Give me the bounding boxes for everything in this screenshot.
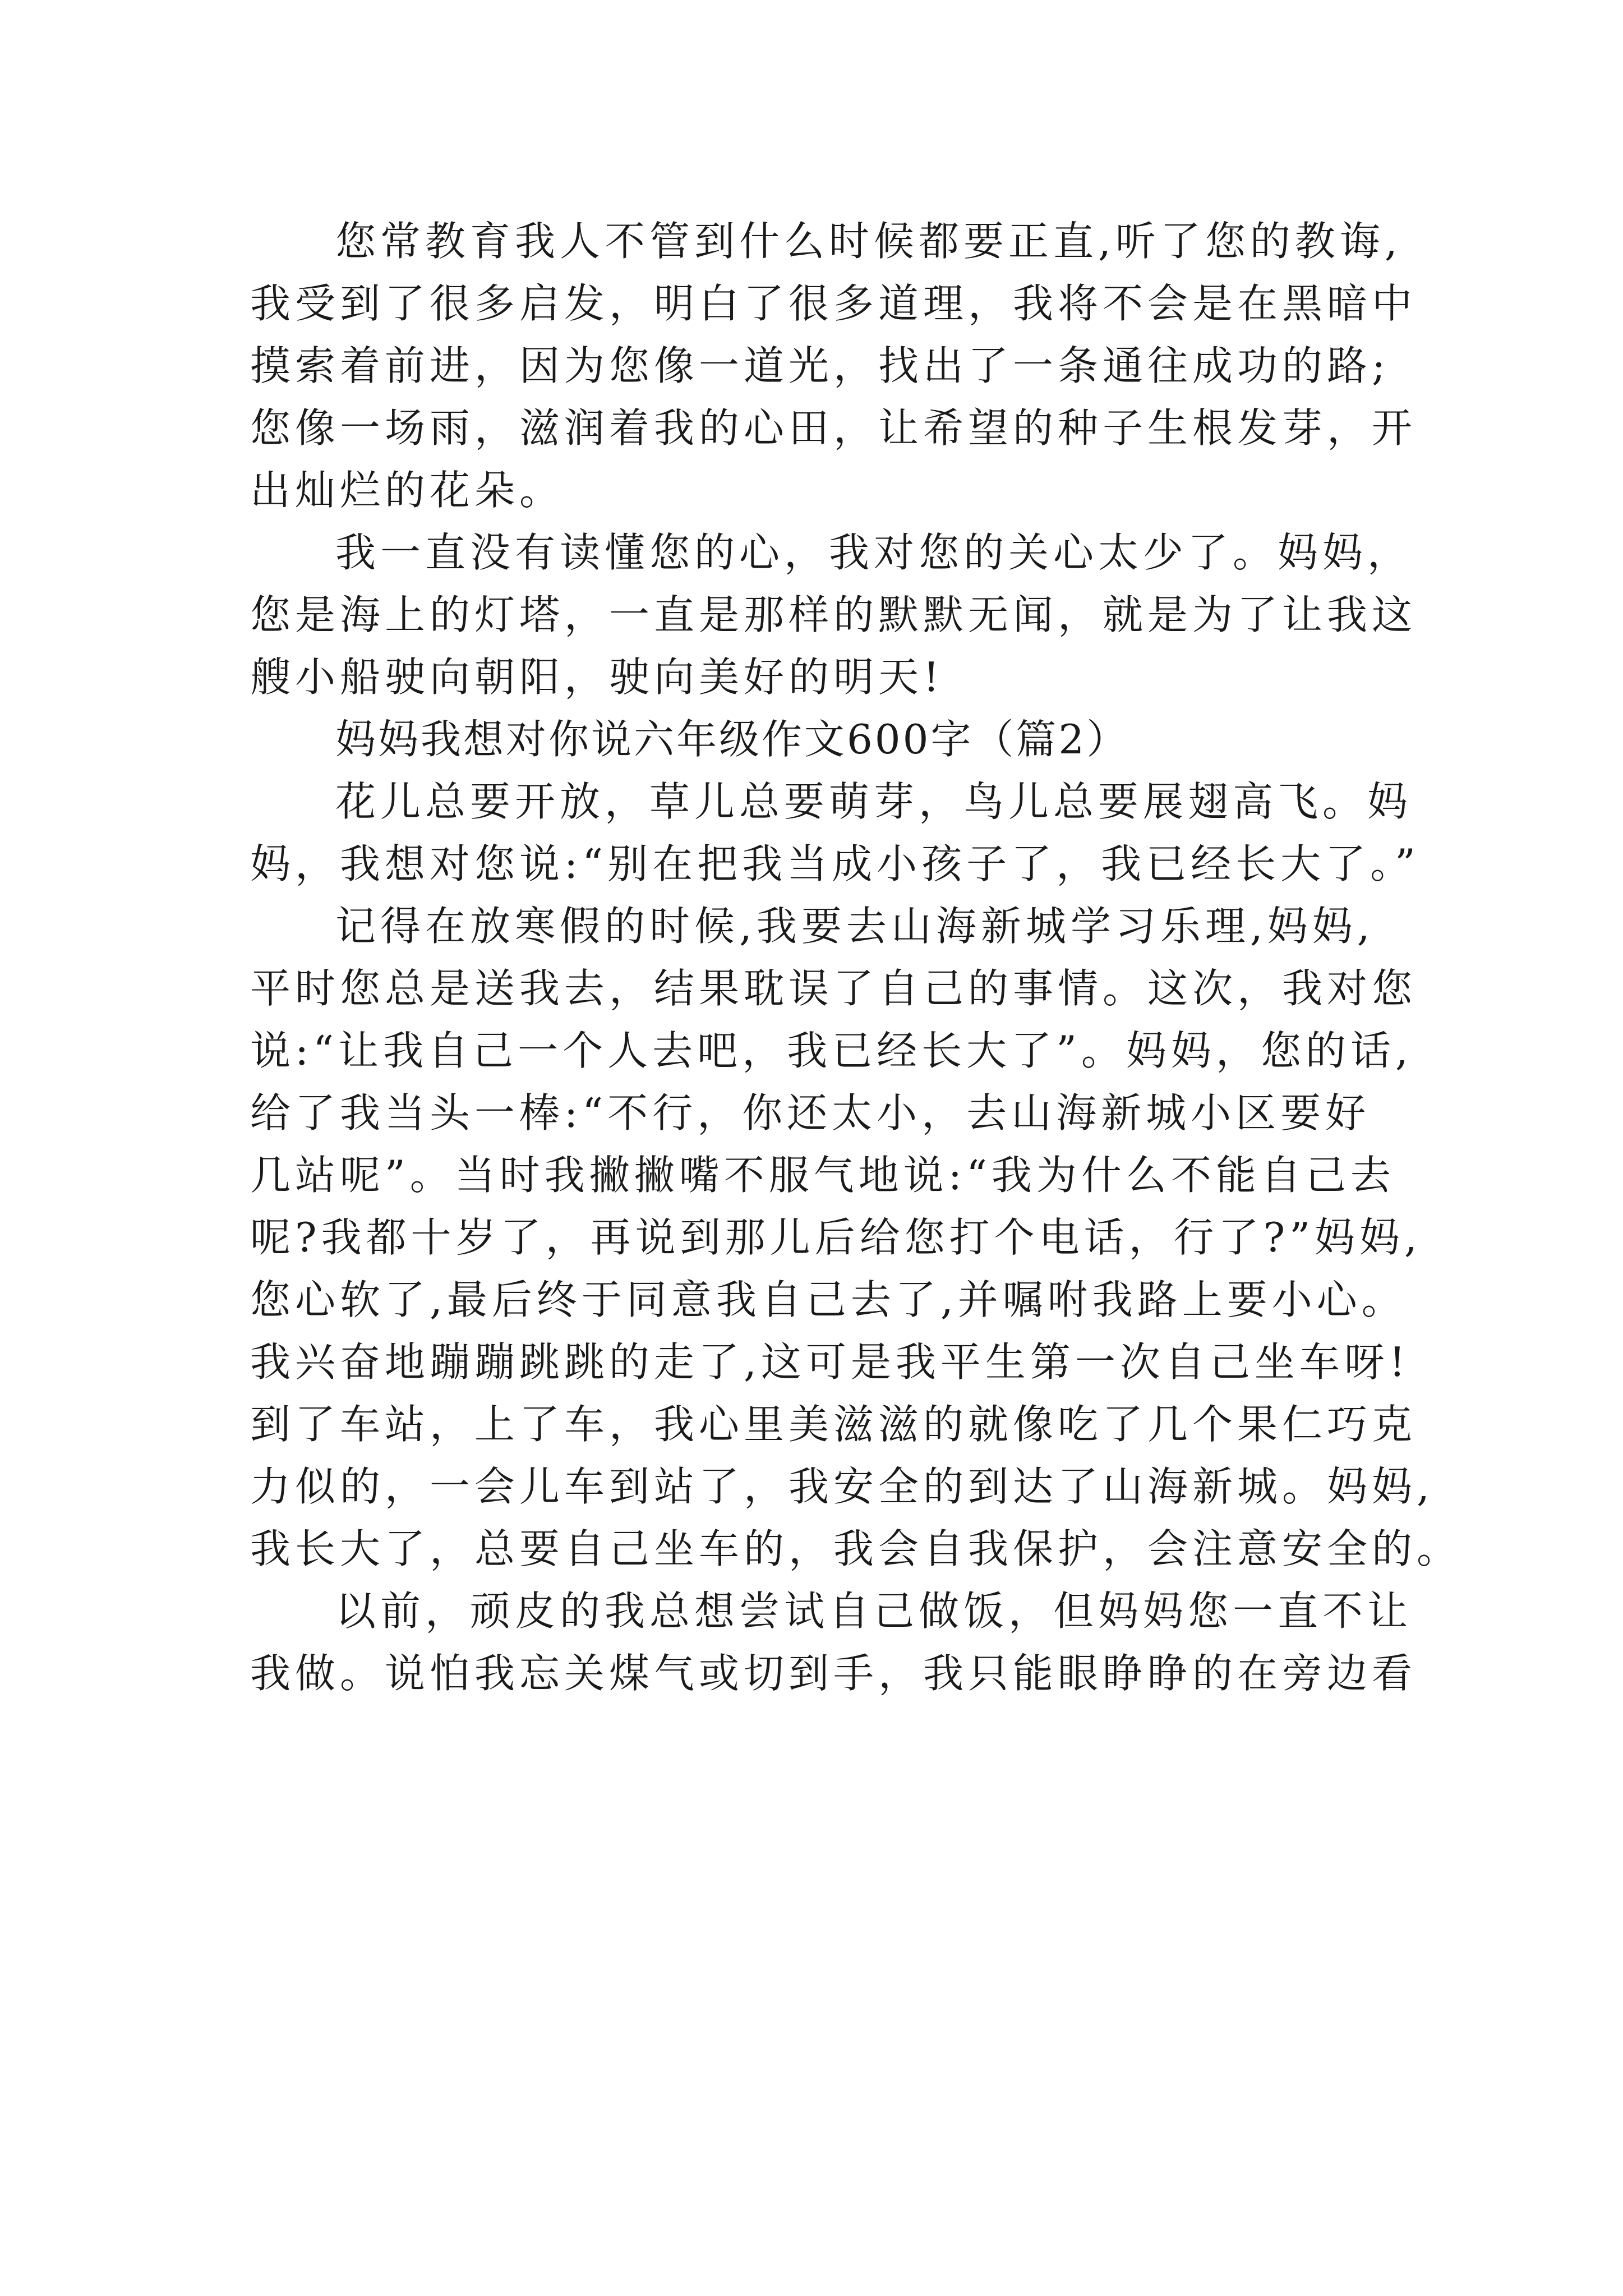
text-line: 您心软了,最后终于同意我自己去了,并嘱咐我路上要小心。 — [250, 1276, 1407, 1323]
text-line: 出灿烂的花朵。 — [250, 467, 565, 514]
text-column — [250, 210, 1462, 1705]
text-line: 我长大了，总要自己坐车的，我会自我保护，会注意安全的。 — [250, 1525, 1462, 1572]
paragraph-3 — [250, 771, 1420, 895]
paragraph-4 — [250, 895, 1462, 1580]
text-line: 我做。说怕我忘关煤气或切到手，我只能眼睁睁的在旁边看 — [250, 1650, 1417, 1697]
text-line: 几站呢”。当时我撇撇嘴不服气地说:“我为什么不能自己去 — [250, 1152, 1395, 1199]
text-line: 艘小船驶向朝阳，驶向美好的明天! — [250, 654, 944, 701]
text-line: 到了车站，上了车，我心里美滋滋的就像吃了几个果仁巧克 — [250, 1401, 1417, 1448]
text-line: 记得在放寒假的时候,我要去山海新城学习乐理,妈妈, — [335, 903, 1375, 950]
paragraph-1 — [250, 210, 1417, 522]
paragraph-5 — [250, 1580, 1417, 1705]
text-line: 平时您总是送我去，结果耽误了自己的事情。这次，我对您 — [250, 965, 1417, 1012]
text-line: 我兴奋地蹦蹦跳跳的走了,这可是我平生第一次自己坐车呀! — [250, 1338, 1410, 1386]
text-line: 您常教育我人不管到什么时候都要正直,听了您的教诲, — [335, 218, 1402, 265]
text-line: 说:“让我自己一个人去吧，我已经长大了”。妈妈，您的话, — [250, 1027, 1413, 1074]
paragraph-2 — [250, 522, 1417, 708]
text-line: 以前，顽皮的我总想尝试自己做饭，但妈妈您一直不让 — [335, 1588, 1413, 1635]
text-line: 我一直没有读懂您的心，我对您的关心太少了。妈妈， — [335, 529, 1413, 576]
text-line: 花儿总要开放，草儿总要萌芽，鸟儿总要展翅高飞。妈 — [335, 778, 1413, 825]
section-title: 妈妈我想对你说六年级作文600字（篇2） — [335, 716, 1129, 763]
text-line: 给了我当头一棒:“不行，你还太小，去山海新城小区要好 — [250, 1089, 1371, 1137]
text-line: 您是海上的灯塔，一直是那样的默默无闻，就是为了让我这 — [250, 591, 1417, 638]
text-line: 摸索着前进，因为您像一道光，找出了一条通往成功的路; — [250, 342, 1390, 389]
text-line: 呢?我都十岁了，再说到那儿后给您打个电话，行了?”妈妈, — [250, 1214, 1422, 1261]
text-line: 我受到了很多启发，明白了很多道理，我将不会是在黑暗中 — [250, 280, 1417, 327]
text-line: 妈，我想对您说:“别在把我当成小孩子了，我已经长大了。” — [250, 840, 1420, 887]
text-line: 您像一场雨，滋润着我的心田，让希望的种子生根发芽，开 — [250, 404, 1417, 452]
text-line: 力似的，一会儿车到站了，我安全的到达了山海新城。妈妈, — [250, 1463, 1434, 1510]
